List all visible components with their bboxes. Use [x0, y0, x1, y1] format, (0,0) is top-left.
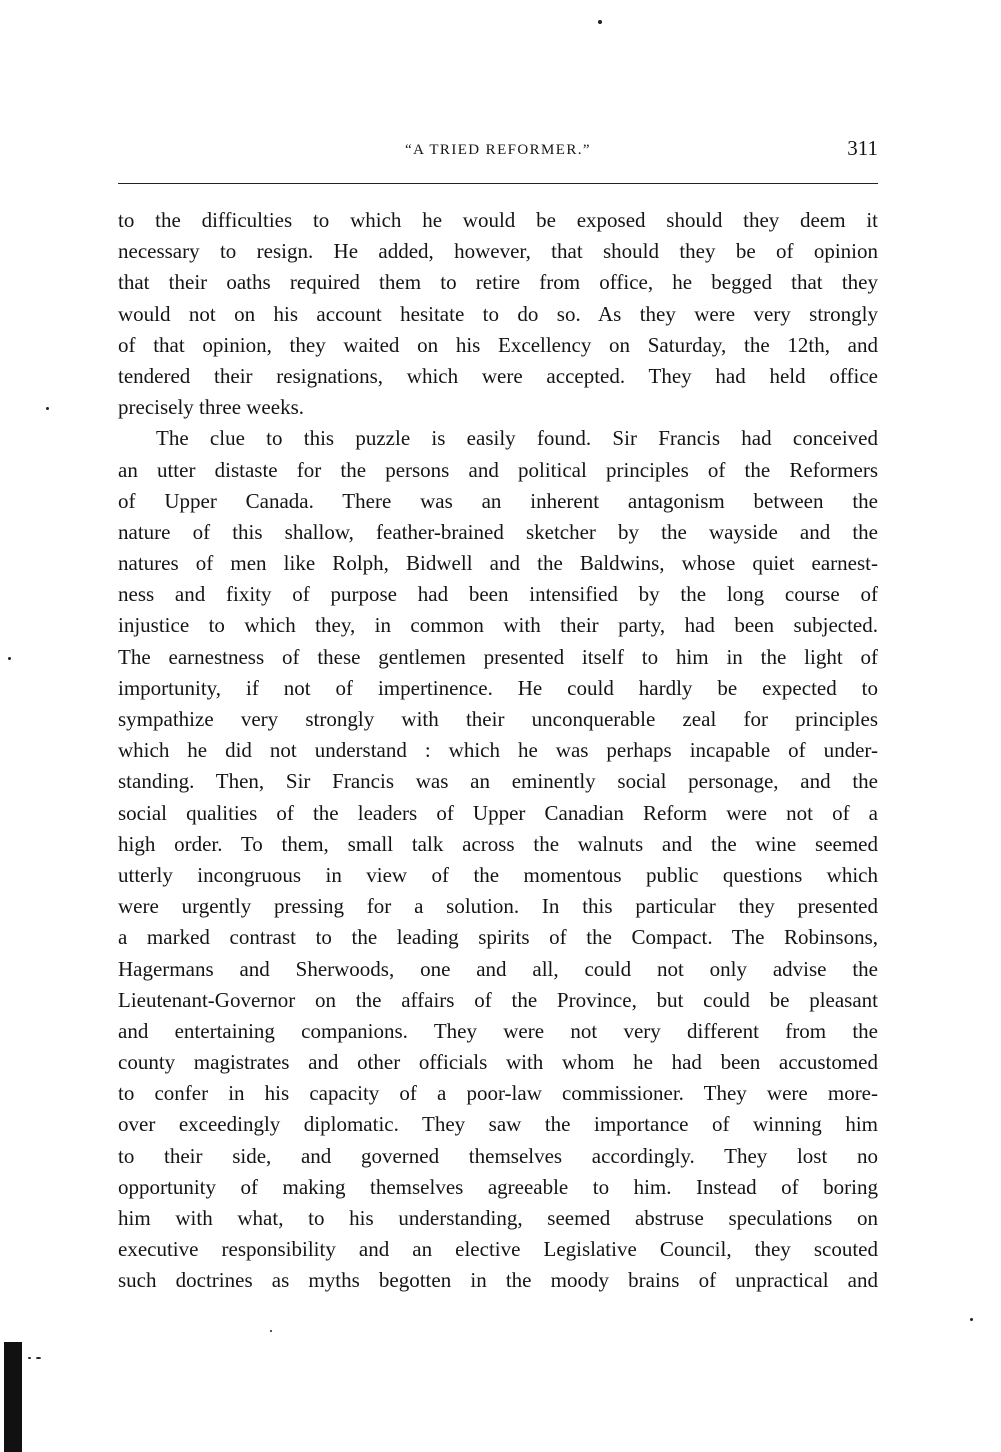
running-head	[118, 136, 878, 166]
body-text	[118, 205, 878, 1297]
text-line: an utter distaste for the persons and political principles of the Reformers	[118, 457, 878, 482]
text-line: natures of men like Rolph, Bidwell and the Baldwins, whose quiet earnest-	[118, 551, 878, 576]
text-line: to their side, and governed themselves accordingly. They lost no	[118, 1143, 878, 1168]
text-line: over exceedingly diplomatic. They saw the importance of winning him	[118, 1112, 878, 1137]
text-line: which he did not understand : which he was perhaps incapable of under-	[118, 738, 878, 763]
running-title: “A TRIED REFORMER.”	[405, 142, 591, 158]
scan-speck	[598, 20, 602, 24]
scan-speck	[36, 1357, 41, 1359]
text-line: sympathize very strongly with their unconquerable zeal for principles	[118, 707, 878, 731]
text-line: ness and fixity of purpose had been intensified by the long course of	[118, 582, 878, 607]
scan-speck	[46, 407, 49, 410]
text-line: such doctrines as myths begotten in the moody brains of unpractical and	[118, 1268, 878, 1293]
text-line: social qualities of the leaders of Upper Canadian Reform were not of a	[118, 800, 878, 825]
text-line: high order. To them, small talk across the walnuts and the wine seemed	[118, 831, 878, 856]
paragraph-end-line: precisely three weeks.	[118, 395, 304, 420]
text-line: of Upper Canada. There was an inherent antagonism between the	[118, 488, 878, 513]
text-line: were urgently pressing for a solution. In this particular they presented	[118, 894, 878, 919]
text-line: standing. Then, Sir Francis was an eminently social personage, and the	[118, 769, 878, 794]
text-line: to the difficulties to which he would be exposed should they deem it	[118, 208, 878, 232]
text-line: and entertaining companions. They were not very different from the	[118, 1018, 878, 1043]
scan-speck	[270, 1330, 272, 1332]
text-line: to confer in his capacity of a poor-law commissioner. They were more-	[118, 1081, 878, 1106]
text-line: executive responsibility and an elective Legislative Council, they scouted	[118, 1237, 878, 1262]
scan-edge-mark	[4, 1342, 22, 1452]
page-number: 311	[847, 136, 878, 160]
text-line: that their oaths required them to retire from office, he begged that they	[118, 270, 878, 295]
text-line: importunity, if not of impertinence. He could hardly be expected to	[118, 675, 878, 700]
text-line: a marked contrast to the leading spirits of the Compact. The Robinsons,	[118, 925, 878, 950]
paragraph-start-line: The clue to this puzzle is easily found. Sir Francis had conceived	[156, 426, 878, 451]
text-line: Hagermans and Sherwoods, one and all, could not only advise the	[118, 956, 878, 981]
scan-speck	[970, 1318, 973, 1321]
text-line: of that opinion, they waited on his Excellency on Saturday, the 12th, and	[118, 332, 878, 357]
scan-speck	[8, 657, 11, 660]
text-line: county magistrates and other officials with whom he had been accustomed	[118, 1050, 878, 1075]
text-line: opportunity of making themselves agreeable to him. Instead of boring	[118, 1174, 878, 1199]
text-line: injustice to which they, in common with their party, had been subjected.	[118, 613, 878, 638]
text-line: necessary to resign. He added, however, that should they be of opinion	[118, 239, 878, 264]
scan-speck	[28, 1357, 31, 1359]
text-line: nature of this shallow, feather-brained sketcher by the wayside and the	[118, 519, 878, 544]
text-line: Lieutenant-Governor on the affairs of the Province, but could be pleasant	[118, 987, 878, 1012]
header-rule	[118, 183, 878, 184]
text-line: tendered their resignations, which were accepted. They had held office	[118, 363, 878, 388]
text-line: him with what, to his understanding, seemed abstruse speculations on	[118, 1206, 878, 1230]
text-line: The earnestness of these gentlemen presented itself to him in the light of	[118, 644, 878, 669]
text-line: utterly incongruous in view of the momentous public questions which	[118, 862, 878, 887]
text-line: would not on his account hesitate to do so. As they were very strongly	[118, 301, 878, 326]
